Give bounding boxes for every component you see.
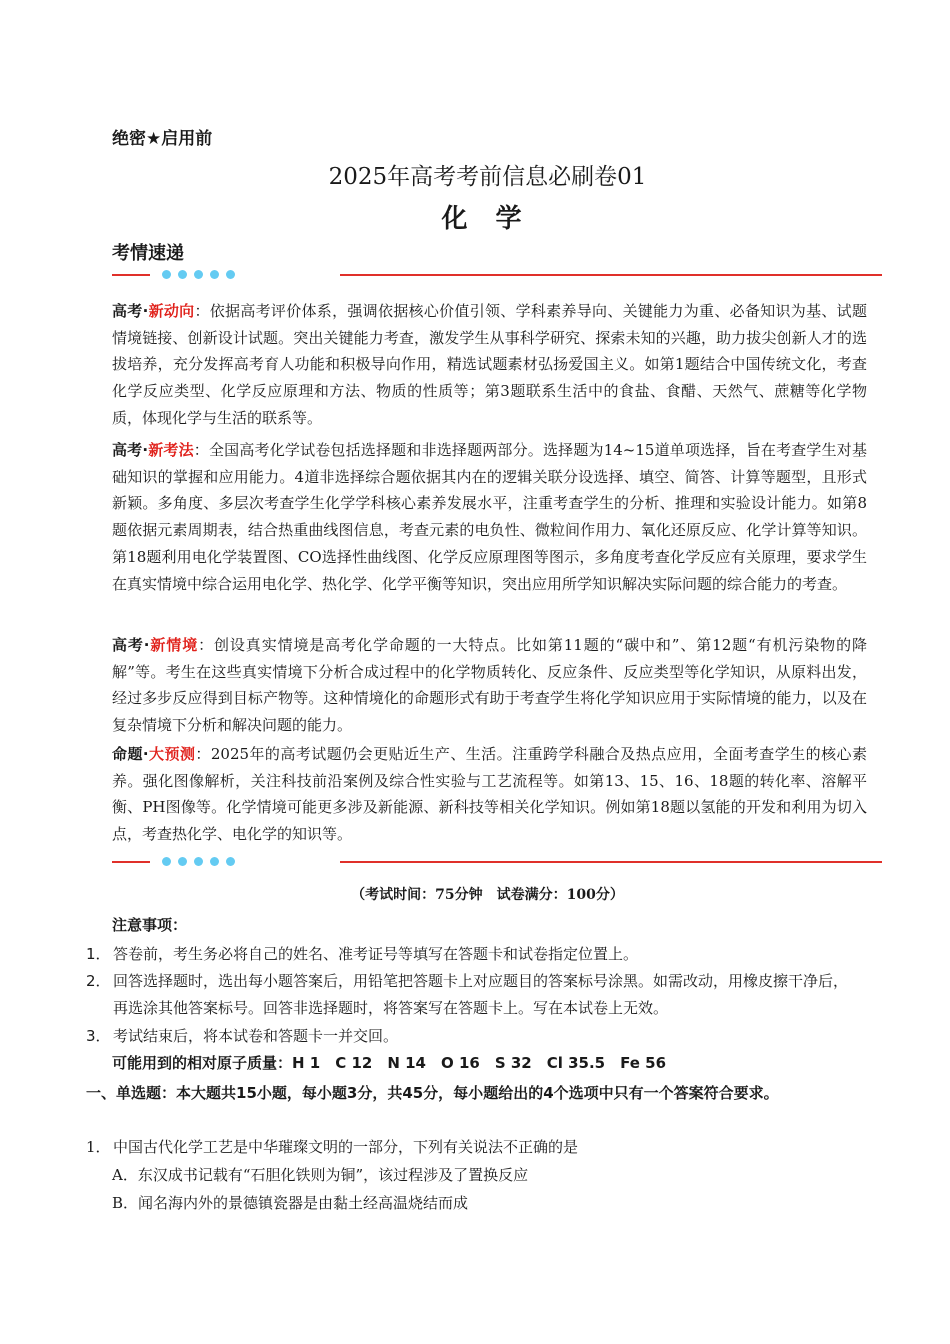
dot-icon (162, 857, 171, 866)
notes-heading: 注意事项： (112, 916, 188, 934)
paragraph-new-trend (112, 298, 867, 432)
dot-icon (178, 857, 187, 866)
paragraph-label: 命题· (112, 745, 149, 763)
dot-icon (162, 270, 171, 279)
paragraph-highlight: 大预测 (148, 745, 196, 763)
paragraph-colon: ： (195, 745, 211, 763)
note-item (86, 941, 866, 968)
divider-dots (162, 270, 235, 279)
option-b: B．闻名海内外的景德镇瓷器是由黏土经高温烧结而成 (112, 1194, 469, 1212)
paragraph-highlight: 新考法 (148, 441, 194, 459)
exam-time-and-score: （考试时间：75分钟 试卷满分：100分） (351, 887, 624, 903)
note-number: 1． (86, 945, 111, 963)
paragraph-label: 高考· (112, 302, 149, 320)
dot-icon (194, 270, 203, 279)
paragraph-highlight: 新动向 (148, 302, 195, 320)
paragraph-label: 高考· (112, 636, 150, 654)
dot-icon (226, 270, 235, 279)
paragraph-new-method (112, 437, 867, 597)
note-text: 回答选择题时，选出每小题答案后，用铅笔把答题卡上对应题目的答案标号涂黑。如需改动，用橡皮擦干净后，再选涂其他答案标号。回答非选择题时，将答案写在答题卡上。写在本试卷上无效。 (113, 972, 849, 1017)
paragraph-text: 创设真实情境是高考化学命题的一大特点。比如第11题的“碳中和”、第12题“有机污染物的降解”等。考生在这些真实情境下分析合成过程中的化学物质转化、反应条件、反应类型等化学知识，从原料出发，经过多步反应得到目标产物等。这种情境化的命题形式有助于考查学生将化学知识应用于实际情境的能力，以及在复杂情境下分析和解决问题的能力。 (112, 636, 867, 735)
note-item (86, 1023, 866, 1050)
paragraph-text: 2025年的高考试题仍会更贴近生产、生活。注重跨学科融合及热点应用，全面考查学生的核心素养。强化图像解析，关注科技前沿案例及综合性实验与工艺流程等。如第13、15、16、18题的转化率、溶解平衡、PH图像等。化学情境可能更多涉及新能源、新科技等相关化学知识。例如第18题以氢能的开发和利用为切入点，考查热化学、电化学的知识等。 (112, 745, 867, 844)
question-text: 中国古代化学工艺是中华璀璨文明的一部分，下列有关说法不正确的是 (113, 1138, 579, 1156)
divider-bottom (112, 855, 882, 869)
subject-char-1: 化 (441, 204, 470, 234)
subject-title (0, 198, 950, 235)
dot-icon (226, 857, 235, 866)
note-number: 3． (86, 1027, 111, 1045)
paragraph-text: 全国高考化学试卷包括选择题和非选择题两部分。选择题为14~15道单项选择，旨在考查学生对基础知识的掌握和应用能力。4道非选择综合题依据其内在的逻辑关联分设选择、填空、简答、计算等题型，且形式新颖。多角度、多层次考查学生化学学科核心素养发展水平，注重考查学生的分析、推理和实验设计能力。如第8题依据元素周期表，结合热重曲线图信息，考查元素的电负性、微粒间作用力、氧化还原反应、化学计算等知识。第18题利用电化学装置图、CO选择性曲线图、化学反应原理图等图示，多角度考查化学反应有关原理，要求学生在真实情境中综合运用电化学、热化学、化学平衡等知识，突出应用所学知识解决实际问题的综合能力的考查。 (112, 441, 867, 593)
paragraph-colon: ： (194, 302, 210, 320)
paragraph-highlight: 新情境 (149, 636, 199, 654)
paragraph-new-context (112, 632, 867, 739)
atomic-masses: 可能用到的相对原子质量：H 1 C 12 N 14 O 16 S 32 Cl 35.5 Fe 56 (112, 1054, 667, 1072)
confidential-label: 绝密★启用前 (112, 129, 213, 149)
dot-icon (210, 857, 219, 866)
divider-dots (162, 857, 235, 866)
paragraph-text: 依据高考评价体系，强调依据核心价值引领、学科素养导向、关键能力为重、必备知识为基、试题情境链接、创新设计试题。突出关键能力考查，激发学生从事科学研究、探索未知的兴趣，助力拔尖创新人才的选拔培养，充分发挥高考育人功能和积极导向作用，精选试题素材弘扬爱国主义。如第1题结合中国传统文化，考查化学反应类型、化学反应原理和方法、物质的性质等；第3题联系生活中的食盐、食醋、天然气、蔗糖等化学物质，体现化学与生活的联系等。 (112, 302, 867, 427)
paragraph-colon: ： (198, 636, 214, 654)
paragraph-colon: ： (193, 441, 209, 459)
note-number: 2． (86, 972, 111, 990)
option-a: A．东汉成书记载有“石胆化铁则为铜”，该过程涉及了置换反应 (112, 1166, 529, 1184)
paragraph-label: 高考· (112, 441, 149, 459)
paragraph-prediction (112, 741, 867, 848)
dot-icon (194, 857, 203, 866)
note-text: 答卷前，考生务必将自己的姓名、准考证号等填写在答题卡和试卷指定位置上。 (113, 945, 639, 963)
document-title: 2025年高考考前信息必刷卷01 (328, 164, 647, 190)
dot-icon (210, 270, 219, 279)
section-heading: 考情速递 (112, 243, 184, 264)
question-number: 1． (86, 1138, 111, 1156)
note-text: 考试结束后，将本试卷和答题卡一并交回。 (113, 1027, 399, 1045)
question-section-heading: 一、单选题：本大题共15小题，每小题3分，共45分，每小题给出的4个选项中只有一个答案符合要求。 (86, 1084, 779, 1102)
subject-char-2: 学 (495, 204, 524, 234)
question-stem (86, 1136, 578, 1157)
note-item (86, 968, 866, 1022)
divider-top (112, 268, 882, 282)
dot-icon (178, 270, 187, 279)
